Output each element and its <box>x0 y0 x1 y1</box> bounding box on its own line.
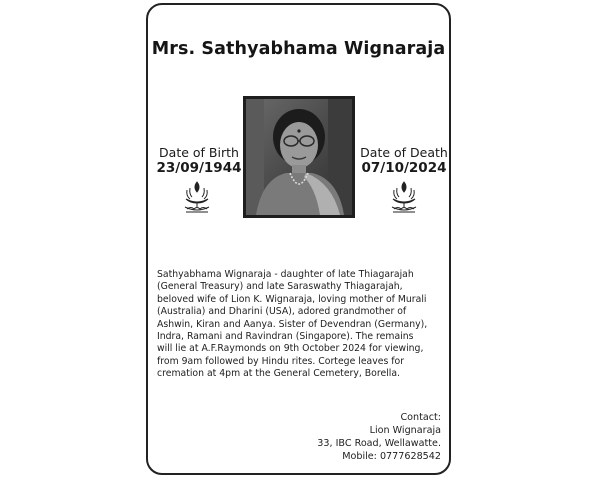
birth-label: Date of Birth <box>159 145 239 160</box>
birth-date-block <box>154 145 244 177</box>
contact-phone: Mobile: 0777628542 <box>342 451 441 462</box>
oil-lamp-icon <box>389 180 419 214</box>
contact-block <box>317 411 441 463</box>
contact-heading: Contact: <box>400 412 441 423</box>
birth-date: 23/09/1944 <box>156 160 242 176</box>
contact-person: Lion Wignaraja <box>369 425 441 436</box>
death-date-block <box>359 145 449 177</box>
oil-lamp-icon <box>182 180 212 214</box>
bio-line: Sathyabhama Wignaraja - daughter of late Thiagarajah <box>157 269 414 280</box>
deceased-name: Mrs. Sathyabhama Wignaraja <box>151 39 446 59</box>
bio-line: (General Treasury) and late Saraswathy Thiagarajah, <box>157 281 403 293</box>
bio-line: beloved wife of Lion K. Wignaraja, loving mother of Murali <box>157 293 427 305</box>
death-label: Date of Death <box>360 145 448 160</box>
bio-line: will lie at A.F.Raymonds on 9th October 2024 for viewing, <box>157 343 424 355</box>
contact-address: 33, IBC Road, Wellawatte. <box>317 438 441 449</box>
death-date: 07/10/2024 <box>361 160 447 176</box>
bio-line: from 9am followed by Hindu rites. Cortege leaves for <box>157 355 405 367</box>
bio-line: (Australia) and Dharini (USA), adored grandmother of <box>157 306 407 318</box>
bio-line: Indra, Ramani and Ravindran (Singapore). The remains <box>157 331 414 343</box>
obituary-text <box>157 269 449 381</box>
bio-line: cremation at 4pm at the General Cemetery, Borella. <box>157 368 401 380</box>
obituary-card <box>146 3 451 475</box>
bio-line: Ashwin, Kiran and Aanya. Sister of Devendran (Germany), <box>157 318 428 330</box>
portrait-photo <box>243 96 355 218</box>
